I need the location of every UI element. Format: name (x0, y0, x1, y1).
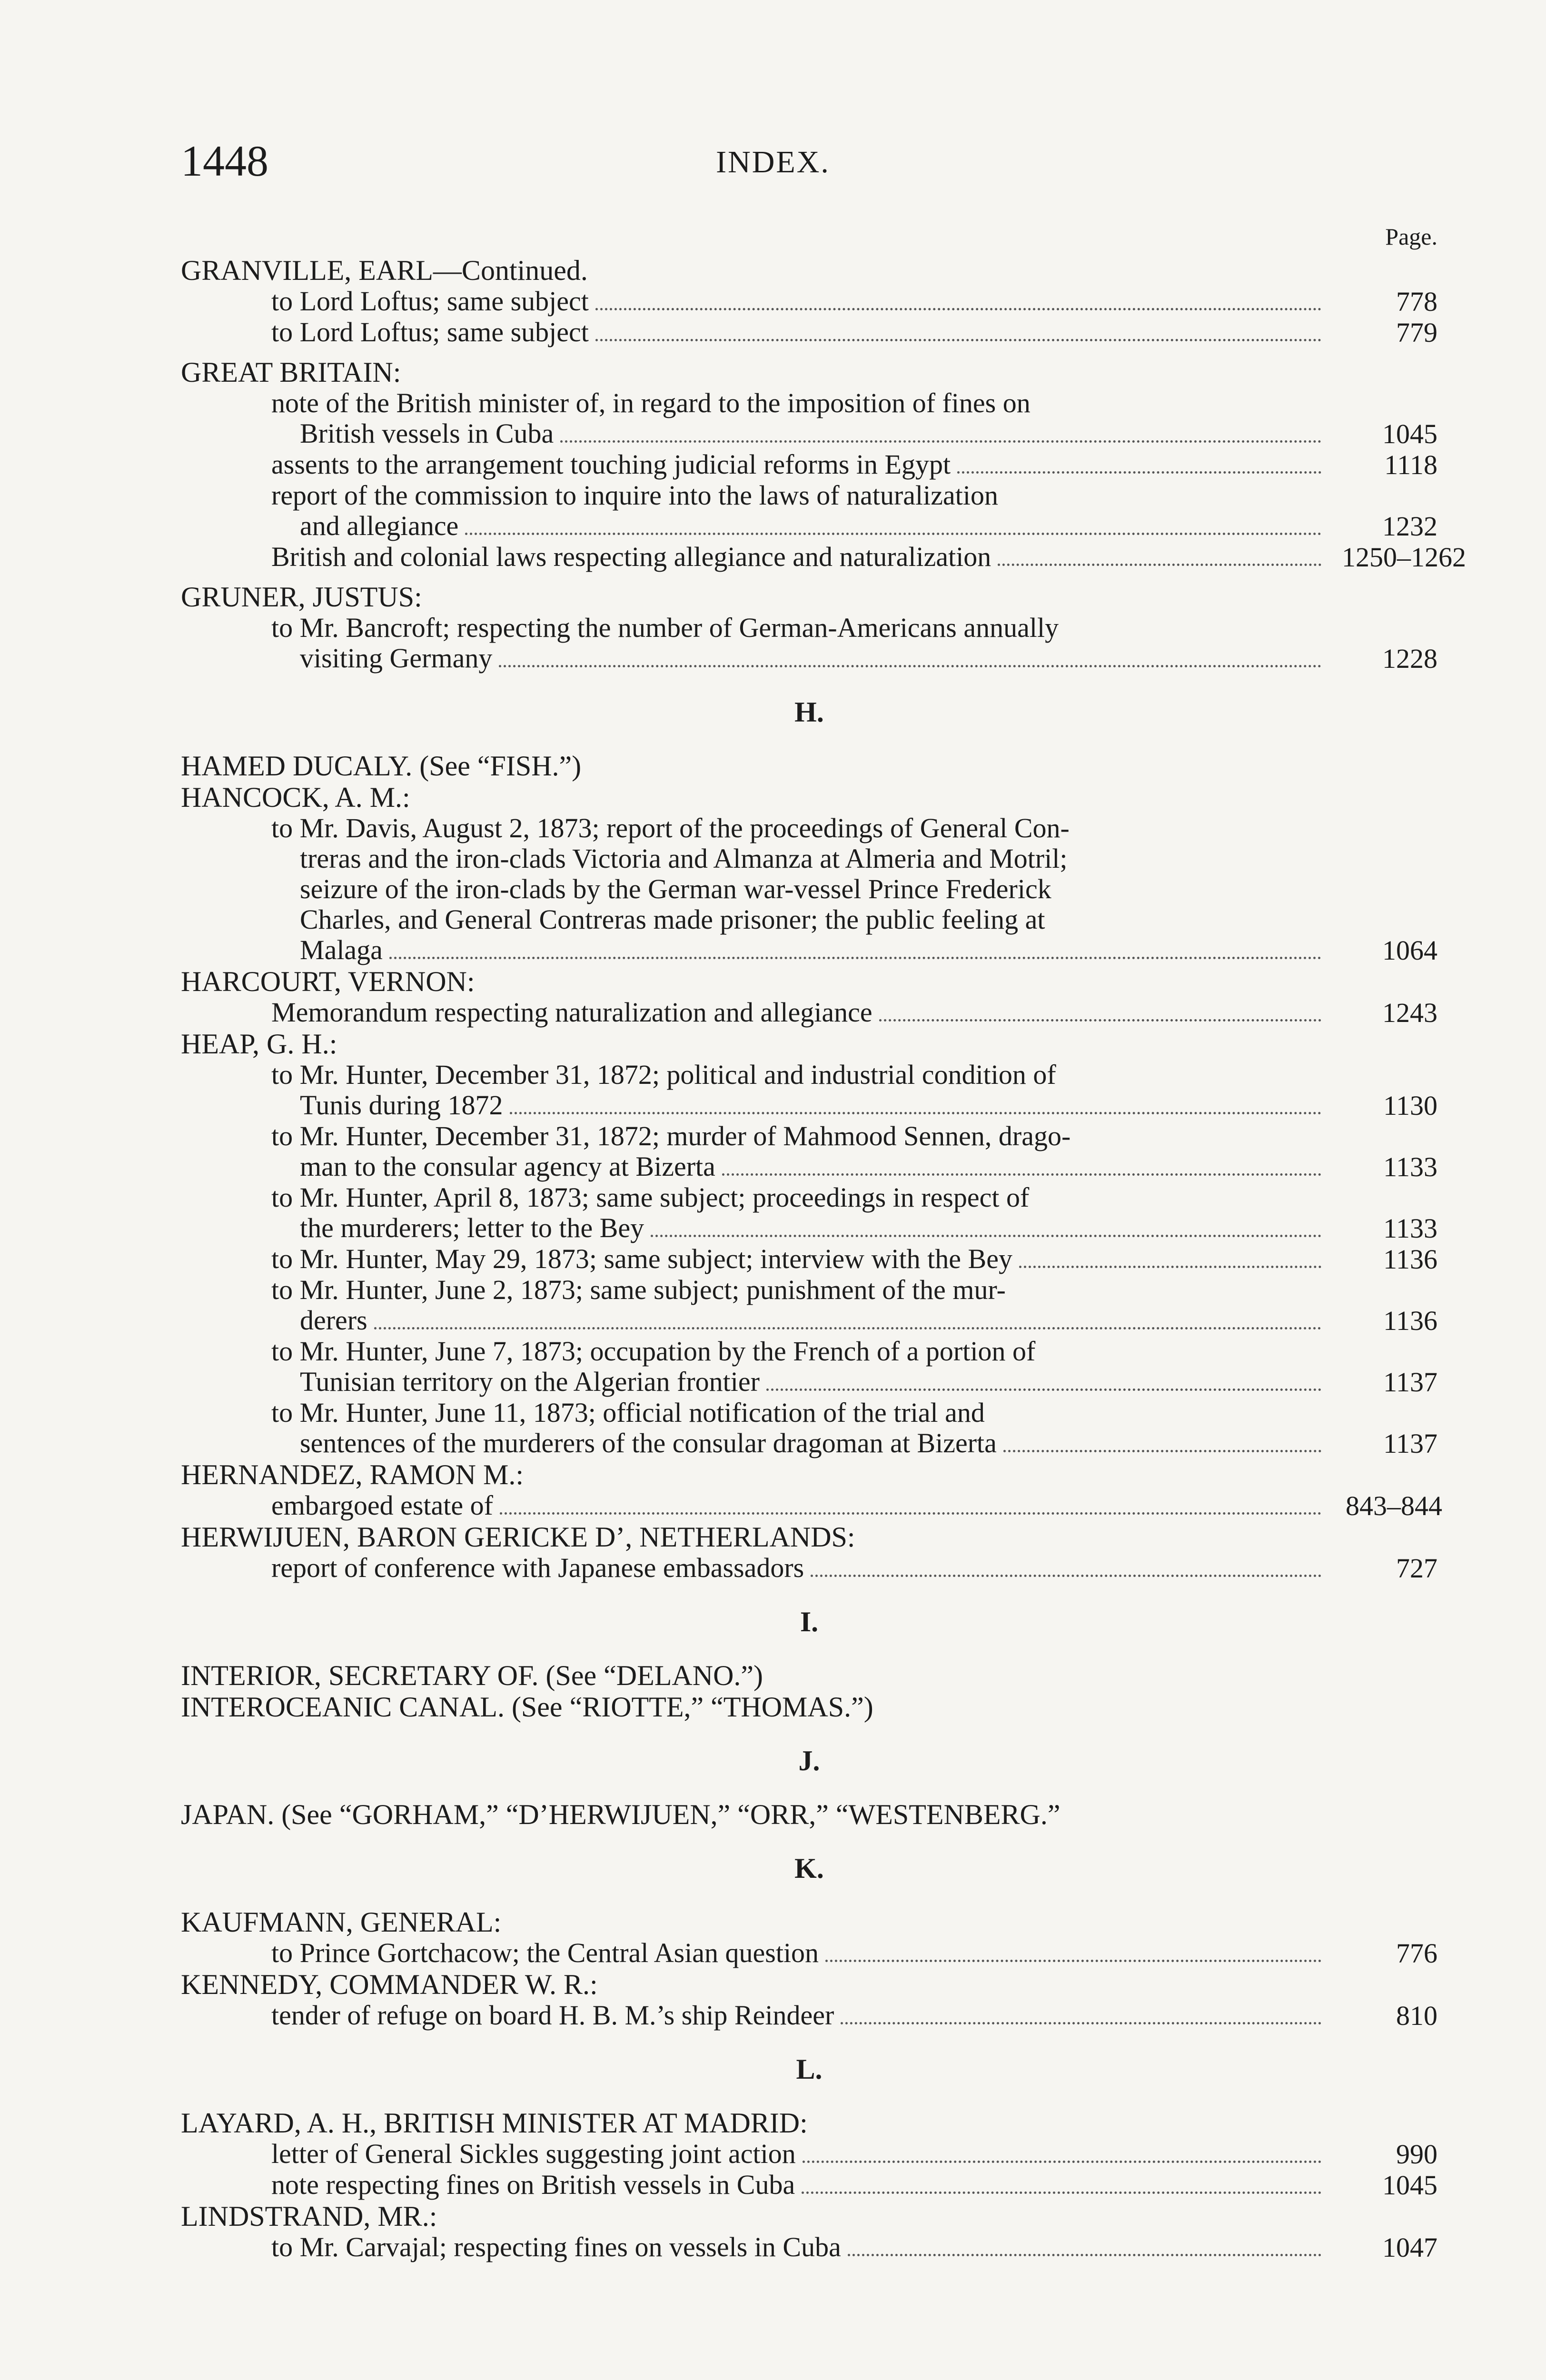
index-entry: report of conference with Japanese embassadors 727 (271, 1552, 1437, 1584)
page-reference: 1118 (1384, 449, 1437, 480)
page-reference: 779 (1396, 317, 1437, 348)
page-number: 1448 (181, 137, 268, 185)
leader-dots (510, 1112, 1321, 1114)
index-entry: to Mr. Davis, August 2, 1873; report of the proceedings of General Con- treras and the iron-clads Victoria and Almanza at Almeria and Motril; seizure of the iron-clads by the German war-vessel Prince Frederick Charles, and General Contreras made prisoner; the public feeling at Malaga 1064 (271, 813, 1437, 966)
page-reference: 1045 (1382, 2170, 1437, 2201)
entry-heading-heap: HEAP, G. H.: (181, 1028, 337, 1060)
leader-dots (1003, 1450, 1321, 1452)
page-reference: 1137 (1383, 1367, 1437, 1398)
index-entry: embargoed estate of 843–844 (271, 1490, 1442, 1521)
page-reference: 1228 (1382, 643, 1437, 674)
leader-dots (957, 471, 1321, 474)
cross-reference-interoceanic-canal: INTEROCEANIC CANAL. (See “RIOTTE,” “THOMAS.”) (181, 1691, 873, 1723)
entry-heading-hancock: HANCOCK, A. M.: (181, 782, 410, 813)
index-content (181, 255, 1466, 2263)
leader-dots (848, 2254, 1321, 2256)
cross-reference-interior: INTERIOR, SECRETARY OF. (See “DELANO.”) (181, 1660, 763, 1691)
page-reference: 1232 (1382, 511, 1437, 542)
leader-dots (595, 308, 1321, 310)
entry-heading-hernandez: HERNANDEZ, RAMON M.: (181, 1459, 524, 1490)
index-entry: to Mr. Hunter, December 31, 1872; political and industrial condition of Tunis during 1872 1130 (271, 1059, 1437, 1121)
running-head: INDEX. (716, 145, 830, 179)
index-entry: tender of refuge on board H. B. M.’s ship Reindeer 810 (271, 2000, 1437, 2031)
leader-dots (825, 1960, 1321, 1962)
index-entry: to Prince Gortchacow; the Central Asian question 776 (271, 1937, 1437, 1969)
index-entry: British and colonial laws respecting allegiance and naturalization 1250–1262 (271, 541, 1466, 573)
entry-heading-great-britain: GREAT BRITAIN: (181, 357, 401, 388)
page-reference: 1045 (1382, 418, 1437, 449)
leader-dots (1019, 1266, 1321, 1268)
index-entry: report of the commission to inquire into the laws of naturalization and allegiance 1232 (271, 480, 1437, 542)
index-entry: to Mr. Hunter, May 29, 1873; same subject; interview with the Bey 1136 (271, 1243, 1437, 1275)
entry-heading-herwijuen: HERWIJUEN, BARON GERICKE D’, NETHERLANDS: (181, 1521, 855, 1553)
leader-dots (465, 533, 1321, 535)
leader-dots (500, 1512, 1321, 1515)
entry-heading-granville: GRANVILLE, EARL—Continued. (181, 255, 588, 286)
entry-heading-layard: LAYARD, A. H., BRITISH MINISTER AT MADRID: (181, 2107, 808, 2139)
leader-dots (651, 1235, 1321, 1237)
index-entry: to Mr. Hunter, June 7, 1873; occupation by the French of a portion of Tunisian territory on the Algerian frontier 1137 (271, 1336, 1437, 1398)
leader-dots (766, 1388, 1321, 1391)
index-entry: to Mr. Bancroft; respecting the number of German-Americans annually visiting Germany 1228 (271, 612, 1437, 674)
leader-dots (802, 2192, 1321, 2194)
cross-reference-hamed-ducaly: HAMED DUCALY. (See “FISH.”) (181, 750, 582, 782)
leader-dots (803, 2161, 1321, 2163)
entry-heading-harcourt: HARCOURT, VERNON: (181, 966, 475, 997)
page-reference: 1047 (1382, 2232, 1437, 2263)
page-reference: 810 (1396, 2000, 1437, 2031)
entry-heading-lindstrand: LINDSTRAND, MR.: (181, 2201, 437, 2232)
section-letter-i: I. (800, 1606, 819, 1637)
page-reference: 1136 (1383, 1244, 1437, 1275)
page-reference: 727 (1396, 1553, 1437, 1584)
leader-dots (374, 1327, 1321, 1329)
index-entry: letter of General Sickles suggesting joint action 990 (271, 2138, 1437, 2170)
leader-dots (595, 339, 1321, 341)
page-reference: 1064 (1382, 935, 1437, 966)
leader-dots (722, 1173, 1321, 1176)
entry-heading-kaufmann: KAUFMANN, GENERAL: (181, 1906, 502, 1938)
page-reference: 1130 (1383, 1090, 1437, 1121)
leader-dots (841, 2022, 1321, 2024)
leader-dots (811, 1575, 1321, 1577)
leader-dots (998, 564, 1321, 566)
page-reference: 776 (1396, 1938, 1437, 1969)
section-letter-k: K. (794, 1853, 824, 1884)
entry-heading-gruner: GRUNER, JUSTUS: (181, 581, 422, 613)
leader-dots (499, 665, 1321, 667)
index-entry: Memorandum respecting naturalization and allegiance 1243 (271, 997, 1437, 1028)
page-header (181, 136, 1365, 193)
index-entry: to Lord Loftus; same subject 778 (271, 286, 1437, 317)
entry-heading-kennedy: KENNEDY, COMMANDER W. R.: (181, 1969, 598, 2000)
page-reference: 843–844 (1346, 1490, 1442, 1521)
index-entry: note respecting fines on British vessels in Cuba 1045 (271, 2169, 1437, 2201)
page-reference: 1137 (1383, 1428, 1437, 1459)
index-entry: to Mr. Hunter, June 2, 1873; same subject; punishment of the mur- derers 1136 (271, 1274, 1437, 1336)
page-reference: 778 (1396, 286, 1437, 317)
index-entry: to Mr. Hunter, April 8, 1873; same subject; proceedings in respect of the murderers; letter to the Bey 1133 (271, 1182, 1437, 1244)
index-entry: note of the British minister of, in regard to the imposition of fines on British vessels in Cuba 1045 (271, 387, 1437, 449)
section-letter-j: J. (798, 1745, 820, 1776)
page-column-label: Page. (1385, 223, 1437, 250)
index-entry: to Mr. Carvajal; respecting fines on vessels in Cuba 1047 (271, 2231, 1437, 2263)
cross-reference-japan: JAPAN. (See “GORHAM,” “D’HERWIJUEN,” “ORR,” “WESTENBERG.” (181, 1799, 1060, 1830)
index-entry: to Mr. Hunter, December 31, 1872; murder of Mahmood Sennen, drago- man to the consular agency at Bizerta 1133 (271, 1121, 1437, 1182)
leader-dots (879, 1019, 1321, 1021)
leader-dots (389, 957, 1321, 959)
page-reference: 1250–1262 (1342, 542, 1466, 573)
page-reference: 1133 (1383, 1151, 1437, 1182)
index-entry: to Mr. Hunter, June 11, 1873; official notification of the trial and sentences of the murderers of the consular dragoman at Bizerta 1137 (271, 1397, 1437, 1459)
section-letter-l: L. (796, 2053, 823, 2085)
page-reference: 1243 (1382, 997, 1437, 1028)
index-entry: assents to the arrangement touching judicial reforms in Egypt 1118 (271, 449, 1437, 480)
page-reference: 1133 (1383, 1213, 1437, 1244)
leader-dots (560, 440, 1321, 443)
page-reference: 990 (1396, 2139, 1437, 2170)
section-letter-h: H. (794, 696, 824, 728)
index-entry: to Lord Loftus; same subject 779 (271, 317, 1437, 348)
page-reference: 1136 (1383, 1305, 1437, 1336)
